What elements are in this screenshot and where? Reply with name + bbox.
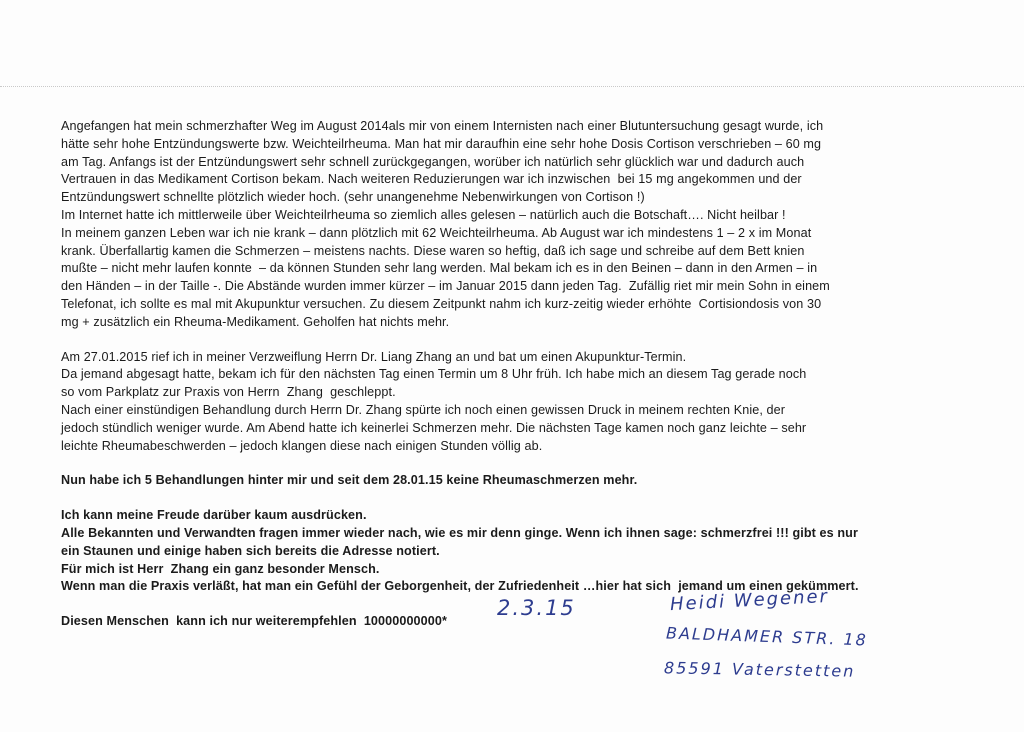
text-line: am Tag. Anfangs ist der Entzündungswert sehr schnell zurückgegangen, worüber ich natürlich sehr glücklich war und dadurch auch: [61, 154, 805, 169]
text-line: Für mich ist Herr Zhang ein ganz besonder Mensch.: [61, 561, 380, 576]
scan-artifact-line: [0, 86, 1024, 87]
text-line: Entzündungswert schnellte plötzlich wieder hoch. (sehr unangenehme Nebenwirkungen von Cortison !): [61, 190, 645, 205]
handwritten-signature-name: Heidi Wegener: [669, 585, 830, 616]
text-line: Vertrauen in das Medikament Cortison bekam. Nach weiteren Reduzierungen war ich inzwischen bei 15 mg angekommen und der: [61, 172, 802, 187]
paragraph-treatment: [61, 349, 949, 456]
text-line: Ich kann meine Freude darüber kaum ausdrücken.: [61, 508, 367, 523]
handwritten-date: 2.3.15: [497, 596, 576, 620]
bold-statement: [61, 472, 949, 490]
paragraph-spacer: [61, 490, 949, 507]
text-line: In meinem ganzen Leben war ich nie krank – dann plötzlich mit 62 Weichteilrheuma. Ab August war ich mindestens 1 – 2 x im Monat: [61, 225, 812, 240]
text-line: mg + zusätzlich ein Rheuma-Medikament. Geholfen hat nichts mehr.: [61, 314, 450, 329]
paragraph-gratitude: [61, 507, 949, 596]
text-line: Am 27.01.2015 rief ich in meiner Verzweiflung Herrn Dr. Liang Zhang an und bat um einen Akupunktur-Termin.: [61, 349, 687, 364]
text-line: Wenn man die Praxis verläßt, hat man ein Gefühl der Geborgenheit, der Zufriedenheit …hier hat sich jemand um einen gekümmert.: [61, 579, 859, 594]
text-line: leichte Rheumabeschwerden – jedoch klangen diese nach einigen Stunden völlig ab.: [61, 438, 543, 453]
paragraph-spacer: [61, 455, 949, 472]
paragraph-spacer: [61, 332, 949, 349]
text-line: mußte – nicht mehr laufen konnte – da können Stunden sehr lang werden. Mal bekam ich es in den Beinen – dann in den Armen – in: [61, 261, 818, 276]
text-line: Diesen Menschen kann ich nur weiterempfehlen 10000000000*: [61, 614, 447, 629]
text-line: Im Internet hatte ich mittlerweile über Weichteilrheuma so ziemlich alles gelesen – natürlich auch die Botschaft…. Nicht heilbar !: [61, 207, 786, 222]
text-line: Angefangen hat mein schmerzhafter Weg im August 2014als mir von einem Internisten nach einer Blutuntersuchung gesagt wurde, ich: [61, 119, 824, 133]
text-line: Alle Bekannten und Verwandten fragen immer wieder nach, wie es mir denn ginge. Wenn ich ihnen sage: schmerzfrei !!! gibt es nur: [61, 525, 858, 540]
text-line: Nach einer einstündigen Behandlung durch Herrn Dr. Zhang spürte ich noch einen gewissen Druck in meinem rechten Knie, der: [61, 402, 786, 417]
text-line: jedoch stündlich weniger wurde. Am Abend hatte ich keinerlei Schmerzen mehr. Die nächsten Tage kamen noch ganz leichte – sehr: [61, 420, 807, 435]
text-line: Da jemand abgesagt hatte, bekam ich für den nächsten Tag einen Termin um 8 Uhr früh. Ich habe mich an diesem Tag gerade noch: [61, 367, 807, 382]
text-line: den Händen – in der Taille -. Die Abstände wurden immer kürzer – im Januar 2015 dann jeden Tag. Zufällig riet mir mein Sohn in einem: [61, 279, 830, 294]
text-line: krank. Überfallartig kamen die Schmerzen – meistens nachts. Diese waren so heftig, daß ich sage und schreibe auf dem Bett knien: [61, 243, 805, 258]
text-line: so vom Parkplatz zur Praxis von Herrn Zhang geschleppt.: [61, 385, 396, 400]
handwritten-town: 85591 Vaterstetten: [663, 658, 856, 681]
paragraph-illness-history: [61, 118, 949, 332]
letter-body: [61, 118, 949, 631]
text-line: hätte sehr hohe Entzündungswerte bzw. Weichteilrheuma. Man hat mir daraufhin eine sehr hohe Dosis Cortison verschrieben – 60 mg: [61, 136, 822, 151]
text-line: ein Staunen und einige haben sich bereits die Adresse notiert.: [61, 543, 440, 558]
text-line: Telefonat, ich sollte es mal mit Akupunktur versuchen. Zu diesem Zeitpunkt nahm ich kurz-zeitig wieder erhöhte Cortisiondosis von 30: [61, 296, 822, 311]
handwritten-street-address: BALDHAMER STR. 18: [665, 623, 869, 650]
text-line: Nun habe ich 5 Behandlungen hinter mir und seit dem 28.01.15 keine Rheumaschmerzen mehr.: [61, 473, 638, 488]
